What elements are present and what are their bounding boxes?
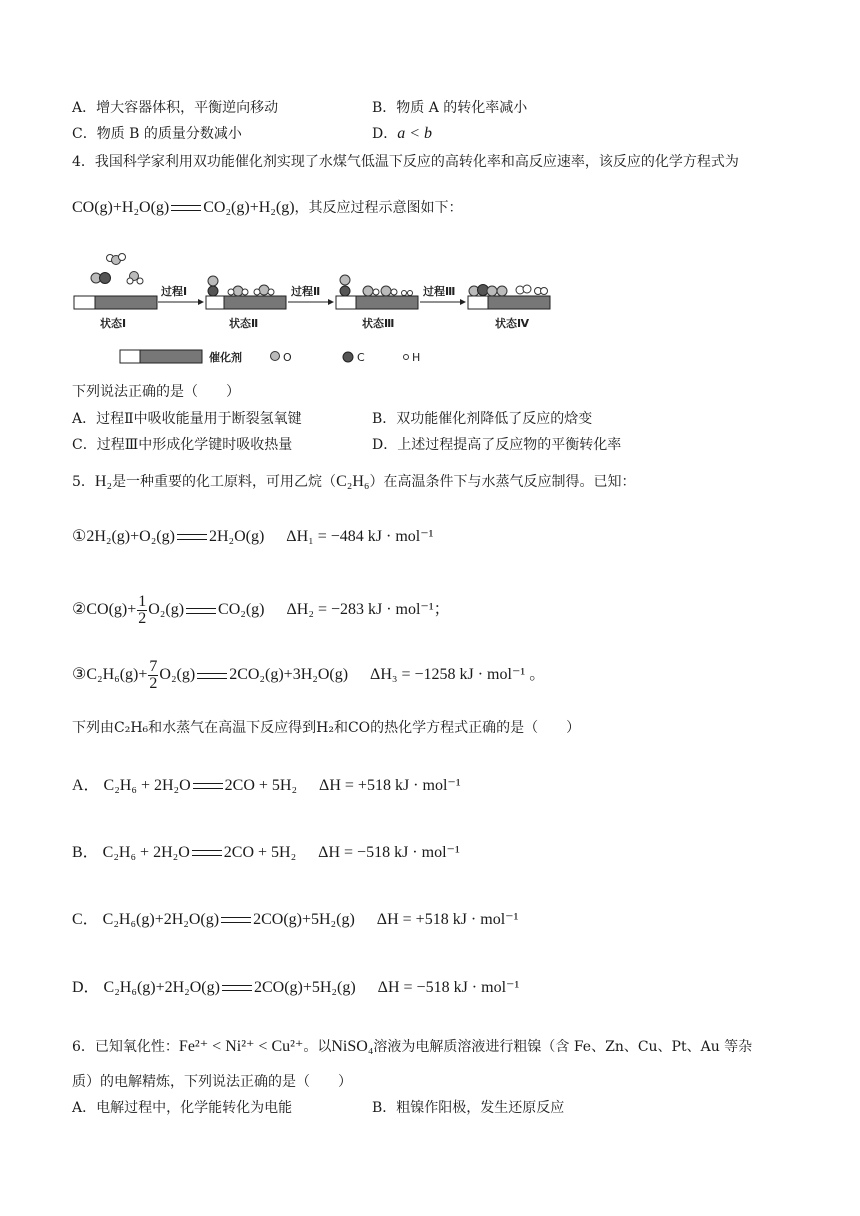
equals-sign [221,917,251,923]
arrow-icon [460,299,466,305]
eq3-enthalpy: ΔH₃ = −1258 kJ · mol⁻¹ 。 [370,666,546,684]
eq2-enthalpy: ΔH₂ = −283 kJ · mol⁻¹； [286,601,450,619]
state-3-catalyst-bar [336,296,418,309]
equals-sign [222,985,252,991]
legend-o-label: O [283,351,292,364]
q5-a-left: A． C₂H₆ + 2H₂O [72,777,191,794]
eq3-left-b: O₂(g) [159,666,196,684]
q4-option-d: D．上述过程提高了反应物的平衡转化率 [372,437,622,453]
process-1-label: 过程Ⅰ [161,285,188,298]
reaction-process-diagram [72,248,562,370]
eq3-left-a: ③C₂H₆(g)+ [72,666,148,684]
eq2-left-a: ②CO(g)+ [72,601,137,619]
equals-sign [177,534,207,540]
q5-equation-1 [72,527,433,547]
eq1-right: 2H₂O(g) [208,528,265,545]
q3-option-a: A．增大容器体积，平衡逆向移动 [72,100,279,116]
state-3-label: 状态Ⅲ [362,317,395,330]
q5-option-d [72,978,519,998]
q5-question: 下列由C₂H₆和水蒸气在高温下反应得到H₂和CO的热化学方程式正确的是（ ） [72,720,581,736]
q3-option-b: B．物质 A 的转化率减小 [372,100,528,116]
q4-stem: 4．我国科学家利用双功能催化剂实现了水煤气低温下反应的高转化率和高反应速率，该反应的化学方程式为 [72,154,739,170]
q4-option-a: A．过程Ⅱ中吸收能量用于断裂氢氧键 [72,411,302,427]
legend-catalyst-label: 催化剂 [209,351,242,364]
hydrogen-atom-icon [404,355,409,360]
q6-stem-line2: 质）的电解精炼，下列说法正确的是（ ） [72,1074,352,1090]
q5-equation-3 [72,659,545,692]
q5-option-c [72,910,518,930]
q5-number: 5． [72,474,95,490]
q3-option-d-label: D． [372,126,398,142]
q6-stem-post: 溶液为电解质溶液进行粗镍（含 Fe、Zn、Cu、Pt、Au 等杂 [373,1039,753,1055]
arrow-icon [198,299,204,305]
q4-eq-left: CO(g)+H₂O(g) [72,199,170,216]
state-4-catalyst-bar [468,296,550,309]
equals-sign [171,205,201,211]
q4-eq-right: CO₂(g)+H₂(g) [203,199,295,216]
q6-stem-pre: 6．已知氧化性： [72,1039,179,1055]
process-3-label: 过程Ⅲ [423,285,456,298]
state-1-label: 状态Ⅰ [100,317,127,330]
state-3-molecules [340,275,413,296]
eq1-left: ①2H₂(g)+O₂(g) [72,528,175,545]
eq3-right: 2CO₂(g)+3H₂O(g) [229,666,349,684]
legend-c-label: C [357,351,365,364]
q4-option-b: B．双功能催化剂降低了反应的焓变 [372,411,593,427]
carbon-atom-icon [343,352,353,362]
q5-stem-mid: 是一种重要的化工原料，可用乙烷（ [112,474,337,490]
state-2-label: 状态Ⅱ [229,317,259,330]
q5-b-right: 2CO + 5H₂ [223,844,297,861]
oxygen-atom-icon [271,352,280,361]
q5-a-right: 2CO + 5H₂ [224,777,298,794]
q4-eq-tail: ，其反应过程示意图如下： [294,200,463,216]
q6-stem-mid: 。以 [303,1039,332,1055]
q5-c-left: C． C₂H₆(g)+2H₂O(g) [72,911,220,928]
state-1-molecules [91,254,143,285]
q5-option-b [72,843,460,863]
eq2-fraction: $\frac{1}{2}$ [138,593,147,627]
q5-d-enthalpy: ΔH = −518 kJ · mol⁻¹ [377,979,520,996]
q5-stem [72,472,635,492]
state-4-molecules [469,285,548,297]
eq3-fraction: $\frac{7}{2}$ [149,658,158,692]
equals-sign [193,783,223,789]
q5-stem-post: ）在高温条件下与水蒸气反应制得。已知： [369,474,636,490]
q5-d-left: D． C₂H₆(g)+2H₂O(g) [72,979,220,996]
diagram-legend [120,350,420,364]
eq1-enthalpy: ΔH₁ = −484 kJ · mol⁻¹ [286,528,434,545]
q3-option-d [372,124,432,144]
q3-option-d-math: a < b [397,125,433,142]
q6-stem [72,1037,752,1057]
state-2-molecules [208,276,274,296]
q6-ions: Fe²⁺ < Ni²⁺ < Cu²⁺ [178,1038,304,1055]
equals-sign [186,608,216,614]
q5-c2h6: C₂H₆ [336,473,370,490]
q5-h2: H₂ [94,473,113,490]
q5-b-enthalpy: ΔH = −518 kJ · mol⁻¹ [318,844,460,861]
q6-option-b: B．粗镍作阳极，发生还原反应 [372,1100,565,1116]
q5-d-right: 2CO(g)+5H₂(g) [253,979,356,996]
q4-equation [72,198,463,218]
q5-c-right: 2CO(g)+5H₂(g) [253,911,355,928]
legend-h-label: H [412,351,421,364]
q5-c-enthalpy: ΔH = +518 kJ · mol⁻¹ [376,911,519,928]
state-1-catalyst-bar [74,296,157,309]
process-2-label: 过程Ⅱ [291,285,321,298]
eq2-right: CO₂(g) [218,601,265,619]
arrow-icon [328,299,334,305]
q6-option-a: A．电解过程中，化学能转化为电能 [72,1100,293,1116]
state-4-label: 状态Ⅳ [495,317,530,330]
equals-sign [197,673,227,679]
eq2-left-b: O₂(g) [148,601,185,619]
q3-option-c: C．物质 B 的质量分数减小 [72,126,242,142]
state-2-catalyst-bar [206,296,286,309]
q5-a-enthalpy: ΔH = +518 kJ · mol⁻¹ [319,777,461,794]
q6-niso4: NiSO₄ [331,1038,374,1055]
q5-option-a [72,776,461,796]
q5-equation-2 [72,594,450,627]
q4-option-c: C．过程Ⅲ中形成化学键时吸收热量 [72,437,293,453]
q4-prompt: 下列说法正确的是（ ） [72,384,240,400]
equals-sign [192,850,222,856]
q5-b-left: B． C₂H₆ + 2H₂O [72,844,190,861]
